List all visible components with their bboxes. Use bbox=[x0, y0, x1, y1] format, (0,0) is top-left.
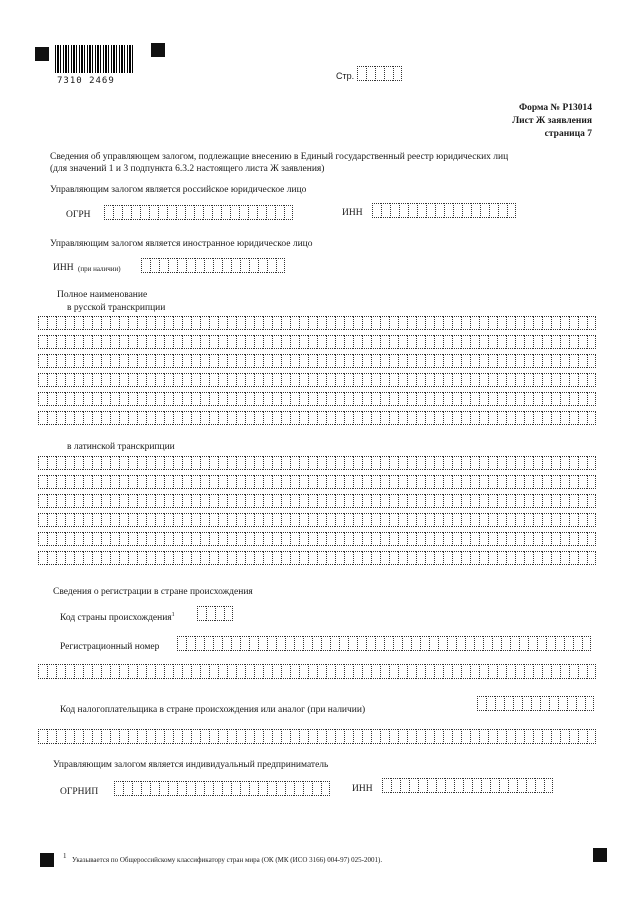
russian-transcription-label: в русской транскрипции bbox=[67, 303, 166, 313]
foreign-inn-note: (при наличии) bbox=[78, 265, 121, 273]
fullname-label: Полное наименование bbox=[57, 290, 148, 300]
foreign-entity-heading: Управляющим залогом является иностранное юридическое лицо bbox=[50, 239, 313, 249]
page-number-field[interactable] bbox=[357, 66, 402, 81]
registration-marker-top-right bbox=[151, 43, 165, 57]
russian-name-row[interactable] bbox=[38, 316, 600, 330]
intro-line1: Сведения об управляющем залогом, подлежащие внесению в Единый государственный реестр юридических лиц bbox=[50, 152, 509, 162]
russian-name-grid[interactable] bbox=[38, 316, 600, 430]
reg-number-field-row1[interactable] bbox=[177, 636, 591, 651]
russian-name-row[interactable] bbox=[38, 392, 600, 406]
russian-name-row[interactable] bbox=[38, 373, 600, 387]
country-code-footnote-ref: 1 bbox=[171, 612, 175, 618]
ogrn-field[interactable] bbox=[104, 205, 293, 220]
russian-name-row[interactable] bbox=[38, 354, 600, 368]
latin-name-grid[interactable] bbox=[38, 456, 600, 570]
latin-name-row[interactable] bbox=[38, 532, 600, 546]
russian-name-row[interactable] bbox=[38, 411, 600, 425]
ru-inn-label: ИНН bbox=[342, 208, 363, 218]
entrepreneur-heading: Управляющим залогом является индивидуальный предприниматель bbox=[53, 760, 329, 770]
registration-marker-bottom-left bbox=[40, 853, 54, 867]
form-page: страница 7 bbox=[544, 129, 592, 139]
latin-name-row[interactable] bbox=[38, 551, 600, 565]
reg-number-field-row2[interactable] bbox=[38, 664, 596, 679]
form-title: Форма № Р13014 bbox=[518, 103, 592, 113]
registration-heading: Сведения о регистрации в стране происхождения bbox=[53, 587, 253, 597]
registration-marker-top-left bbox=[35, 47, 49, 61]
footnote-mark: 1 bbox=[63, 852, 67, 860]
entrepreneur-inn-label: ИНН bbox=[352, 784, 373, 794]
latin-name-row[interactable] bbox=[38, 456, 600, 470]
entrepreneur-inn-field[interactable] bbox=[382, 778, 553, 793]
ru-entity-heading: Управляющим залогом является российское юридическое лицо bbox=[50, 185, 307, 195]
ru-inn-field[interactable] bbox=[372, 203, 516, 218]
country-code-label: Код страны происхождения$^1$ bbox=[60, 612, 175, 624]
reg-number-label: Регистрационный номер bbox=[60, 642, 160, 652]
taxpayer-code-label: Код налогоплательщика в стране происхождения или аналог (при наличии) bbox=[60, 705, 366, 715]
taxpayer-code-field-row2[interactable] bbox=[38, 729, 596, 744]
barcode-number: 7310 2469 bbox=[57, 76, 115, 86]
latin-name-row[interactable] bbox=[38, 475, 600, 489]
ogrnip-label: ОГРНИП bbox=[60, 787, 99, 797]
page-label: Стр. bbox=[336, 71, 355, 81]
latin-name-row[interactable] bbox=[38, 513, 600, 527]
registration-marker-bottom-right bbox=[593, 848, 607, 862]
latin-transcription-label: в латинской транскрипции bbox=[67, 442, 175, 452]
form-sheet: Лист Ж заявления bbox=[512, 116, 592, 126]
latin-name-row[interactable] bbox=[38, 494, 600, 508]
foreign-inn-label: ИНН bbox=[53, 263, 74, 273]
russian-name-row[interactable] bbox=[38, 335, 600, 349]
foreign-inn-field[interactable] bbox=[141, 258, 285, 273]
taxpayer-code-field-row1[interactable] bbox=[477, 696, 594, 711]
country-code-field[interactable] bbox=[197, 606, 233, 621]
intro-line2: (для значений 1 и 3 подпункта 6.3.2 настоящего листа Ж заявления) bbox=[50, 164, 325, 174]
barcode bbox=[55, 45, 135, 73]
ogrnip-field[interactable] bbox=[114, 781, 330, 796]
ogrn-label: ОГРН bbox=[66, 210, 91, 220]
footnote-text: Указывается по Общероссийскому классификатору стран мира (ОК (МК (ИСО 3166) 004-97) 025-2001). bbox=[72, 856, 383, 864]
